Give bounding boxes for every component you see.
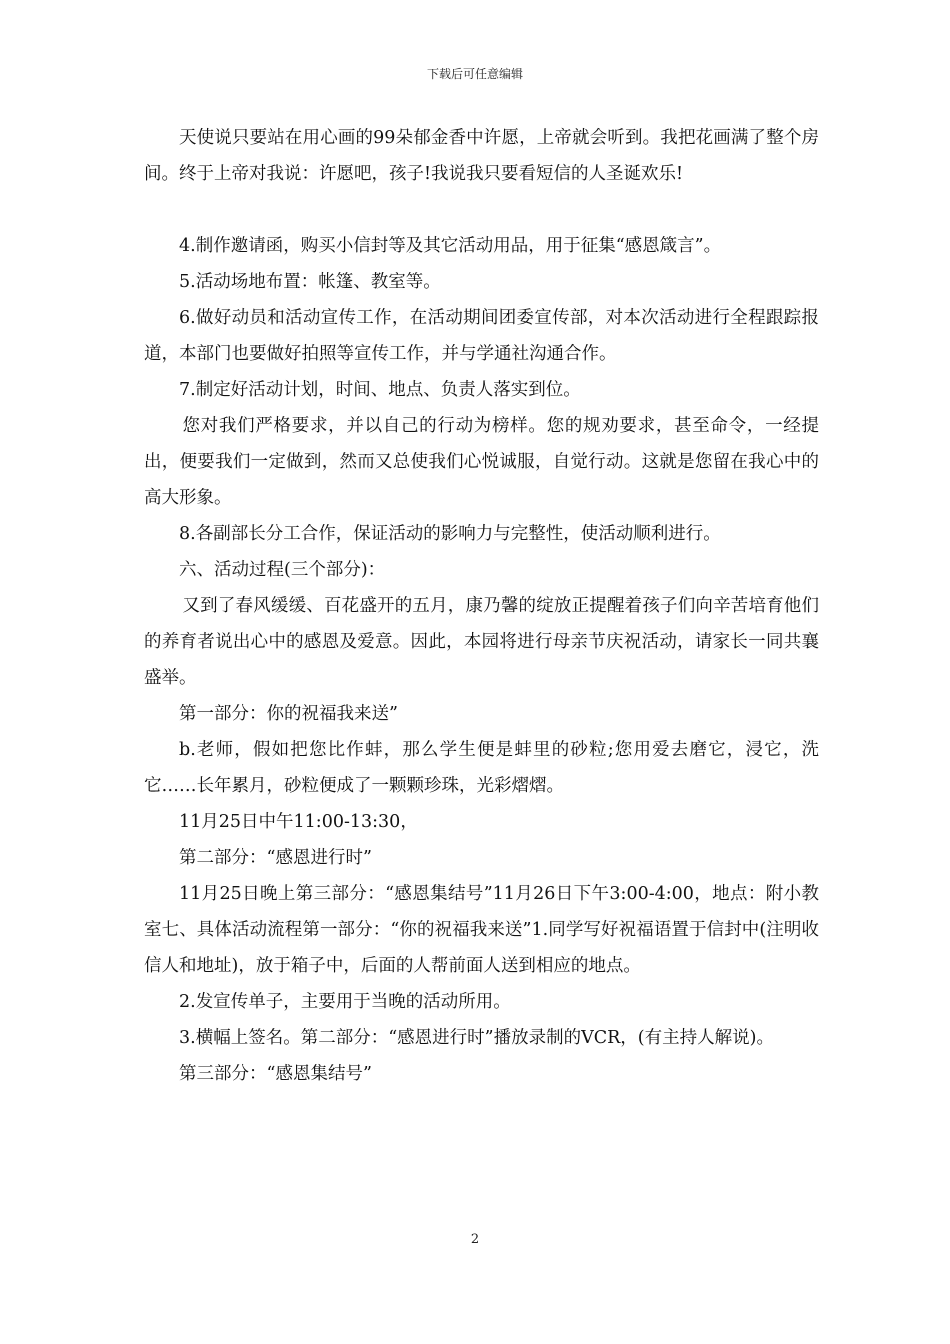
paragraph-gap xyxy=(144,192,819,228)
paragraph: 11月25日中午11:00-13:30， xyxy=(179,812,418,832)
page-header: 下载后可任意编辑 xyxy=(426,67,523,81)
paragraph: 6.做好动员和活动宣传工作，在活动期间团委宣传部，对本次活动进行全程跟踪报道，本部门也要做好拍照等宣传工作，并与学通社沟通合作。 xyxy=(144,308,819,364)
paragraph: 7.制定好活动计划，时间、地点、负责人落实到位。 xyxy=(179,380,581,400)
paragraph: 天使说只要站在用心画的99朵郁金香中许愿，上帝就会听到。我把花画满了整个房间。终于上帝对我说：许愿吧，孩子!我说我只要看短信的人圣诞欢乐! xyxy=(144,128,819,184)
paragraph: 4.制作邀请函，购买小信封等及其它活动用品，用于征集“感恩箴言”。 xyxy=(179,236,722,256)
paragraph: 又到了春风缓缓、百花盛开的五月，康乃馨的绽放正提醒着孩子们向辛苦培育他们的养育者说出心中的感恩及爱意。因此，本园将进行母亲节庆祝活动，请家长一同共襄盛举。 xyxy=(144,596,819,688)
section-heading: 六、活动过程(三个部分)： xyxy=(179,560,386,580)
paragraph: 8.各副部长分工合作，保证活动的影响力与完整性，使活动顺利进行。 xyxy=(179,524,721,544)
paragraph: 3.横幅上签名。第二部分：“感恩进行时”播放录制的VCR，(有主持人解说)。 xyxy=(179,1028,774,1048)
paragraph: 5.活动场地布置：帐篷、教室等。 xyxy=(179,272,441,292)
paragraph: 2.发宣传单子，主要用于当晚的活动所用。 xyxy=(179,992,511,1012)
paragraph: b.老师，假如把您比作蚌，那么学生便是蚌里的砂粒;您用爱去磨它，浸它，洗它……长年累月，砂粒便成了一颗颗珍珠，光彩熠熠。 xyxy=(144,740,819,796)
paragraph: 第三部分：“感恩集结号” xyxy=(179,1064,372,1084)
document-body xyxy=(144,120,819,1092)
paragraph: 第一部分：你的祝福我来送” xyxy=(179,704,398,724)
paragraph: 您对我们严格要求，并以自己的行动为榜样。您的规劝要求，甚至命令，一经提出，便要我们一定做到，然而又总使我们心悦诚服，自觉行动。这就是您留在我心中的高大形象。 xyxy=(144,416,819,508)
page-number: 2 xyxy=(470,1232,480,1247)
paragraph: 11月25日晚上第三部分：“感恩集结号”11月26日下午3:00-4:00，地点：附小教室七、具体活动流程第一部分：“你的祝福我来送”1.同学写好祝福语置于信封中(注明收信人和地址)，放于箱子中，后面的人帮前面人送到相应的地点。 xyxy=(144,884,819,976)
paragraph: 第二部分：“感恩进行时” xyxy=(179,848,372,868)
